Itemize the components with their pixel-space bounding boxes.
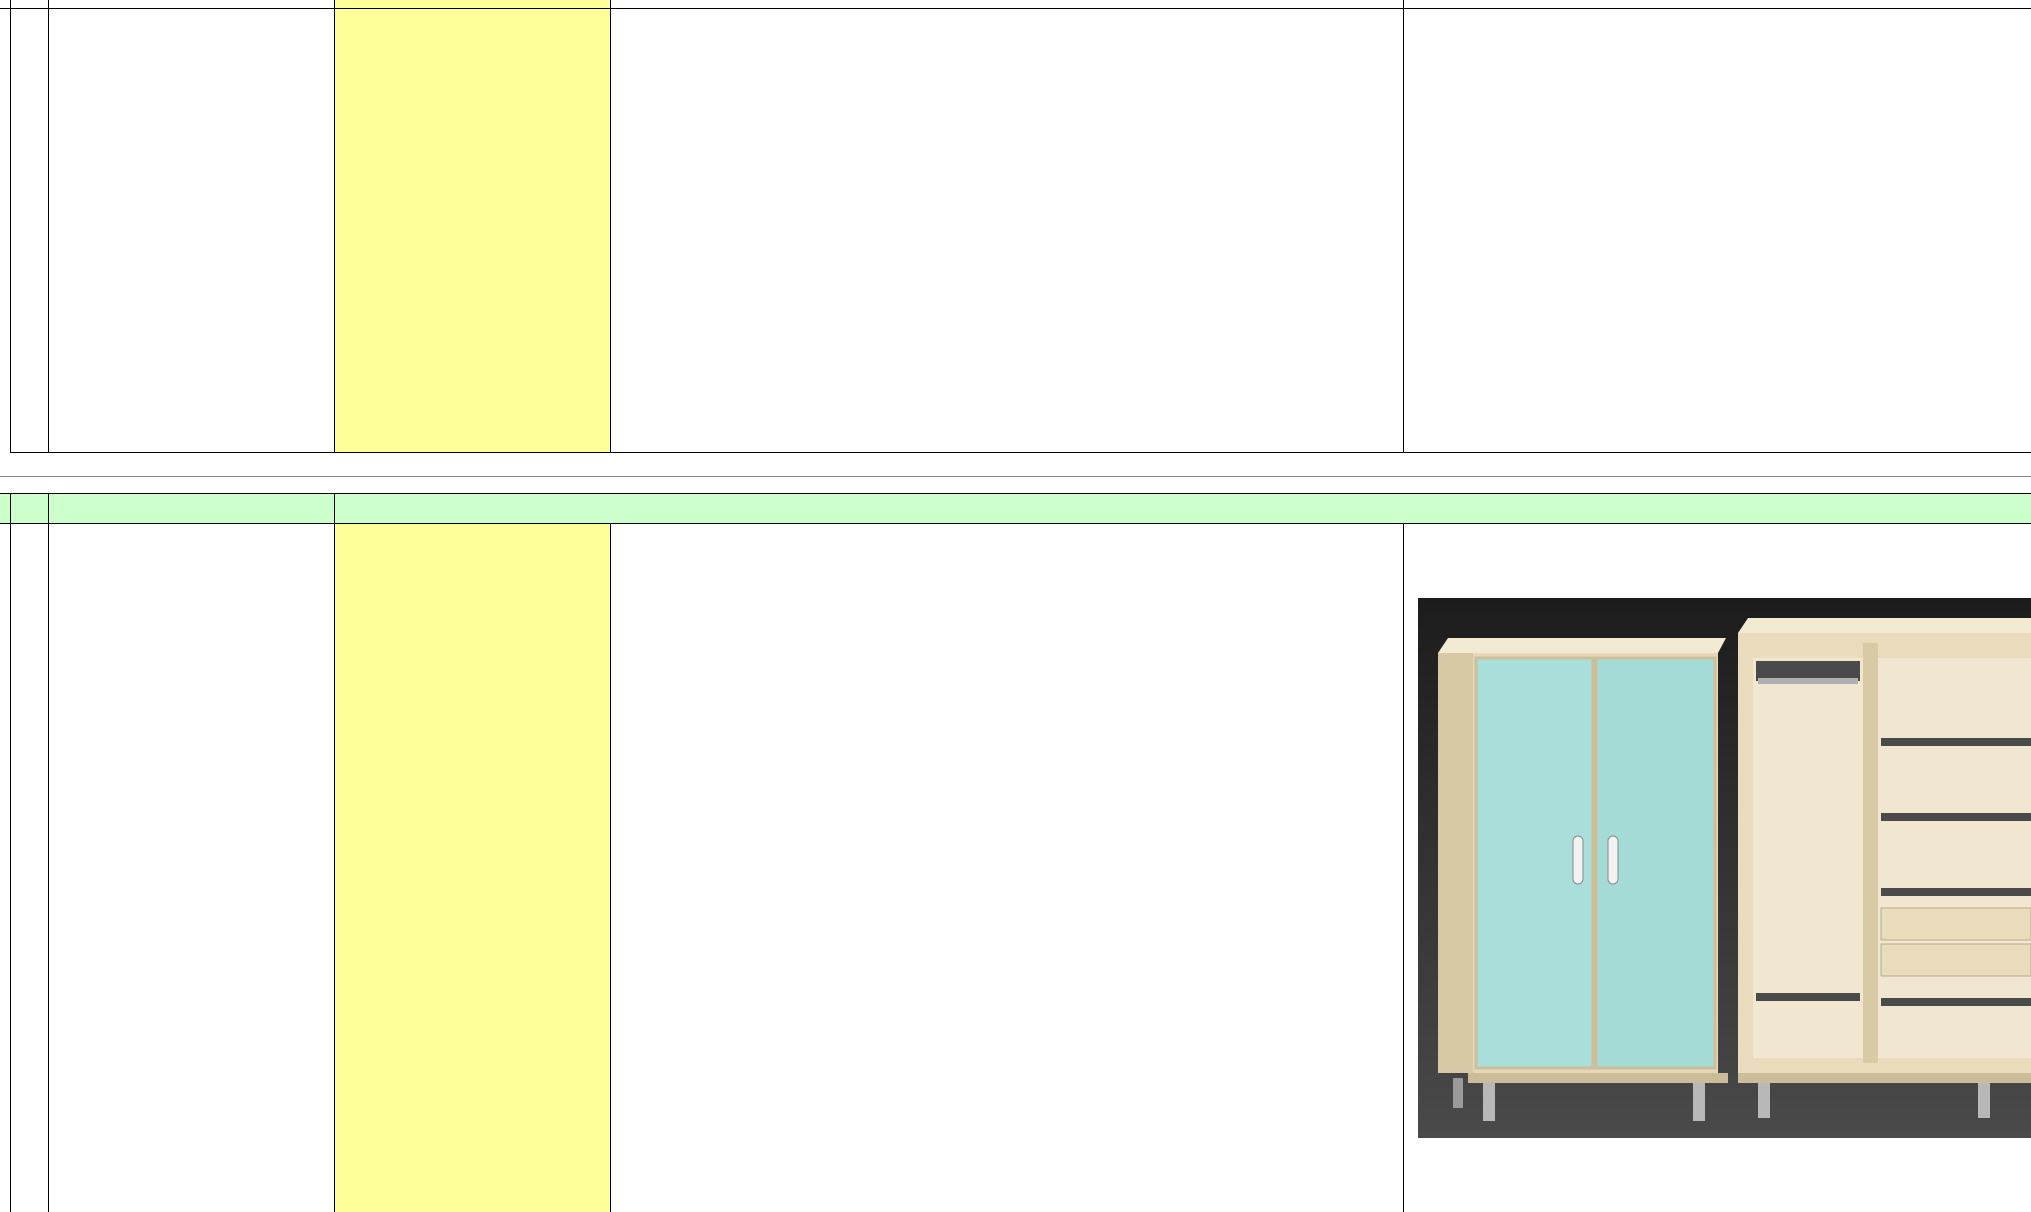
section-number (48, 493, 334, 523)
category-cell-top (334, 0, 610, 452)
wardrobe-product-photo-icon (1418, 598, 2031, 1138)
wardrobe-illustration (1418, 598, 2031, 1138)
category-cell-item (334, 523, 610, 1212)
section-title (334, 493, 2031, 523)
